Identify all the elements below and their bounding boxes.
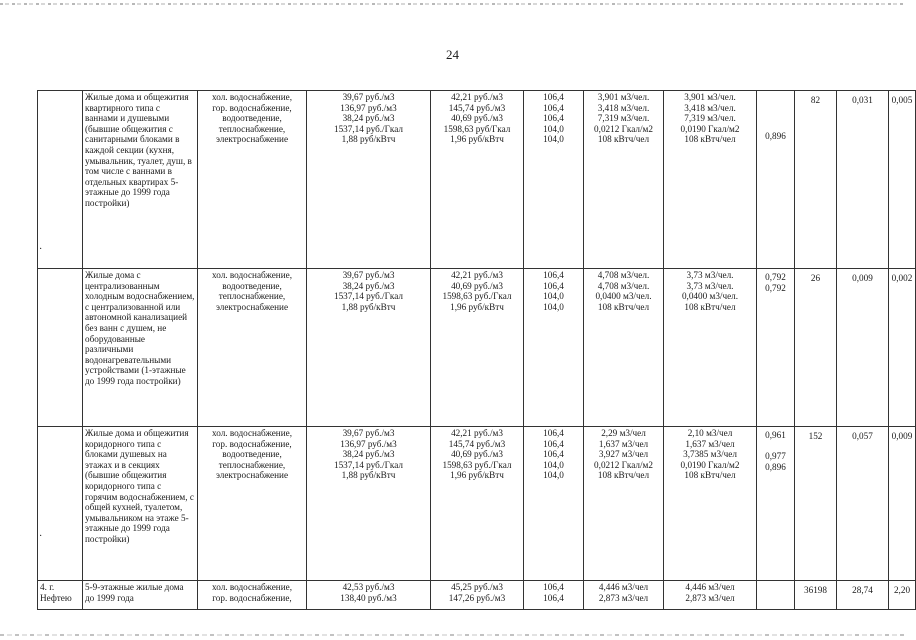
cell-line: 7,319 м3/чел. — [597, 113, 650, 124]
norm-new-cell — [664, 427, 757, 581]
cell-line: 7,319 м3/чел. — [684, 113, 736, 124]
cell-line: 136,97 руб./м3 — [340, 102, 397, 113]
norm-new-cell — [664, 91, 757, 269]
services-cell — [198, 91, 307, 269]
cell-line: 106,4 — [543, 113, 564, 124]
cell-line: теплоснабжение, — [218, 123, 286, 134]
row-number-cell — [38, 269, 83, 427]
cell-line: теплоснабжение, — [218, 291, 286, 302]
cell-line: 4,708 м3/чел. — [597, 280, 650, 291]
count-cell: 36198 — [795, 581, 837, 610]
cell-line: 2,10 м3/чел — [687, 428, 733, 438]
cell-line: 39,67 руб./м3 — [342, 92, 395, 102]
cell-line: 106,4 — [543, 102, 564, 113]
cell-line: 1537,14 руб./Гкал — [333, 291, 403, 302]
cell-line: 104,0 — [543, 134, 564, 145]
cell-line: 1,96 руб/кВтч — [450, 134, 504, 145]
cell-line: 147,26 руб./м3 — [448, 592, 506, 603]
cell-line: 1,637 м3/чел — [685, 438, 735, 449]
cell-line: 104,0 — [543, 291, 564, 302]
cell-line: 1537,14 руб./Гкал — [333, 459, 403, 470]
table-row — [38, 581, 916, 610]
cell-line: 1,88 руб/кВтч — [341, 470, 396, 481]
count-cell: 152 — [795, 427, 837, 581]
cell-line: 108 кВтч/чел — [684, 134, 736, 145]
cell-line: 1,96 руб/кВтч — [450, 301, 504, 312]
cell-line: 0,0190 Гкал/м2 — [680, 123, 740, 134]
cell-line: гор. водоснабжение, — [212, 592, 292, 603]
cell-line: 39,67 руб./м3 — [342, 270, 395, 280]
count-cell: 26 — [795, 269, 837, 427]
cell-line: 3,73 м3/чел. — [686, 270, 734, 280]
cell-line: 104,0 — [543, 123, 564, 134]
norm-current-cell — [584, 427, 664, 581]
tariff-2019-cell — [307, 269, 431, 427]
cell-line: 106,4 — [543, 438, 564, 449]
coefficient-cell: 0,896 — [757, 91, 795, 269]
tariff-table-body — [38, 91, 916, 610]
cell-line: 4,446 м3/чел — [685, 582, 735, 592]
cell-line: 0,0400 м3/чел. — [681, 291, 739, 302]
cell-line: гор. водоснабжение, — [212, 438, 292, 449]
cell-line: 42,21 руб./м3 — [451, 92, 503, 102]
cell-line: 138,40 руб./м3 — [340, 592, 397, 603]
cell-line: 38,24 руб./м3 — [342, 449, 395, 460]
cell-line: 3,7385 м3/чел — [683, 449, 737, 460]
margin-dot: · — [39, 244, 43, 255]
cell-line: 145,74 руб./м3 — [448, 102, 506, 113]
table-row — [38, 427, 916, 581]
cell-line: 4,446 м3/чел — [598, 582, 649, 592]
building-type-cell: Жилые дома и общежития квартирного типа с ваннами и душевыми (бывшие общежития с санитарными блоками в каждой секции (кухня, умывальник, туалет, душ, в том числе с ваннами в отдельных квартирах 5-этажные до 1999 года постройки) — [83, 91, 198, 269]
cell-line: 0,0212 Гкал/м2 — [594, 123, 653, 134]
cell-line: 0,0212 Гкал/м2 — [594, 459, 653, 470]
cell-line: электроснабжение — [215, 301, 289, 312]
cell-line: 1,88 руб/кВтч — [341, 301, 396, 312]
cell-line: 108 кВтч/чел — [684, 470, 736, 481]
cell-line: 39,67 руб./м3 — [342, 428, 395, 438]
cell-line: 45,25 руб./м3 — [451, 582, 503, 592]
cell-line: 104,0 — [543, 301, 564, 312]
row-number-cell — [38, 91, 83, 269]
cell-line: 136,97 руб./м3 — [340, 438, 397, 449]
index-cell — [524, 269, 584, 427]
index-cell — [524, 427, 584, 581]
value2-cell: 0,009 — [889, 427, 916, 581]
cell-line: 1598,63 руб/Гкал — [443, 123, 511, 134]
cell-line: 108 кВтч/чел — [684, 301, 736, 312]
tariff-table — [37, 90, 916, 610]
cell-line: 4,708 м3/чел. — [597, 270, 650, 280]
cell-line: 38,24 руб./м3 — [342, 280, 395, 291]
cell-line: 1598,63 руб./Гкал — [442, 291, 512, 302]
cell-line: хол. водоснабжение, — [211, 92, 293, 102]
cell-line: теплоснабжение, — [218, 459, 286, 470]
tariff-2020-cell — [431, 269, 524, 427]
cell-line: 108 кВтч/чел — [597, 301, 650, 312]
margin-dot: · — [39, 531, 43, 542]
scan-artifact-top — [0, 3, 905, 5]
building-type-cell: Жилые дома и общежития коридорного типа с блоками душевых на этажах и в секциях (бывшие общежития коридорного типа с горячим водоснабжением, с общей кухней, туалетом, умывальником на этаже 5-этажные до 1999 года постройки) — [83, 427, 198, 581]
cell-line: гор. водоснабжение, — [212, 102, 292, 113]
cell-line: 108 кВтч/чел — [597, 470, 650, 481]
services-cell — [198, 427, 307, 581]
cell-line: 3,73 м3/чел. — [686, 280, 734, 291]
cell-line: водоотведение, — [222, 280, 282, 291]
scan-artifact-bottom — [0, 634, 905, 636]
cell-line: 3,418 м3/чел. — [597, 102, 650, 113]
coefficient-cell — [757, 581, 795, 610]
cell-line: 2,29 м3/чел — [601, 428, 646, 438]
count-cell: 82 — [795, 91, 837, 269]
tariff-2020-cell — [431, 581, 524, 610]
row-number-cell: 4. г. Нефтею — [38, 581, 83, 610]
value2-cell: 0,002 — [889, 269, 916, 427]
cell-line: электроснабжение — [215, 134, 289, 145]
tariff-2020-cell — [431, 427, 524, 581]
cell-line: хол. водоснабжение, — [211, 428, 293, 438]
cell-line: 0,0190 Гкал/м2 — [680, 459, 740, 470]
cell-line: 106,4 — [543, 92, 564, 102]
cell-line: 42,21 руб./м3 — [451, 270, 503, 280]
value1-cell: 0,009 — [837, 269, 889, 427]
cell-line: 104,0 — [543, 459, 564, 470]
cell-line: 3,927 м3/чел — [598, 449, 649, 460]
table-row — [38, 269, 916, 427]
cell-line: 2,873 м3/чел — [685, 592, 735, 603]
cell-line: 106,4 — [543, 582, 564, 592]
table-row — [38, 91, 916, 269]
cell-line: 1598,63 руб./Гкал — [442, 459, 512, 470]
cell-line: хол. водоснабжение, — [211, 582, 293, 592]
cell-line: 40,69 руб./м3 — [451, 280, 503, 291]
cell-line: водоотведение, — [222, 449, 282, 460]
cell-line: 108 кВтч/чел — [597, 134, 650, 145]
value1-cell: 0,057 — [837, 427, 889, 581]
cell-line: 3,418 м3/чел. — [684, 102, 736, 113]
cell-line: 106,4 — [543, 449, 564, 460]
cell-line: 1,88 руб/кВтч — [341, 134, 396, 145]
norm-current-cell — [584, 269, 664, 427]
cell-line: 1537,14 руб./Гкал — [333, 123, 403, 134]
value2-cell: 0,005 — [889, 91, 916, 269]
cell-line: 106,4 — [543, 280, 564, 291]
cell-line: 145,74 руб./м3 — [448, 438, 506, 449]
cell-line: 1,637 м3/чел — [598, 438, 649, 449]
building-type-cell: Жилые дома с централизованным холодным водоснабжением, с централизованной или автономной канализацией без ванн с душем, не оборудованные различными водонагревательными устройствами (1-этажные до 1999 года постройки) — [83, 269, 198, 427]
tariff-2020-cell — [431, 91, 524, 269]
cell-line: водоотведение, — [222, 113, 282, 124]
cell-line: 40,69 руб./м3 — [451, 113, 503, 124]
tariff-2019-cell — [307, 427, 431, 581]
page-number: 24 — [446, 47, 459, 62]
tariff-2019-cell — [307, 581, 431, 610]
cell-line: 0,0400 м3/чел. — [595, 291, 652, 302]
cell-line: хол. водоснабжение, — [211, 270, 293, 280]
tariff-2019-cell — [307, 91, 431, 269]
norm-new-cell — [664, 269, 757, 427]
cell-line: 3,901 м3/чел. — [684, 92, 736, 102]
cell-line: 106,4 — [543, 270, 564, 280]
norm-current-cell — [584, 91, 664, 269]
row-number-cell — [38, 427, 83, 581]
value1-cell: 28,74 — [837, 581, 889, 610]
cell-line: 106,4 — [543, 428, 564, 438]
services-cell — [198, 581, 307, 610]
cell-line: 104,0 — [543, 470, 564, 481]
cell-line: 40,69 руб./м3 — [451, 449, 503, 460]
building-type-cell: 5-9-этажные жилые дома до 1999 года — [83, 581, 198, 610]
index-cell — [524, 91, 584, 269]
cell-line: 3,901 м3/чел. — [597, 92, 650, 102]
coefficient-cell: 0,961 0,977 0,896 — [757, 427, 795, 581]
index-cell — [524, 581, 584, 610]
cell-line: 42,53 руб./м3 — [342, 582, 395, 592]
norm-current-cell — [584, 581, 664, 610]
cell-line: 2,873 м3/чел — [598, 592, 649, 603]
cell-line: 106,4 — [543, 592, 564, 603]
coefficient-cell: 0,792 0,792 — [757, 269, 795, 427]
norm-new-cell — [664, 581, 757, 610]
cell-line: 42,21 руб./м3 — [451, 428, 503, 438]
cell-line: электроснабжение — [215, 470, 289, 481]
cell-line: 38,24 руб./м3 — [342, 113, 395, 124]
value1-cell: 0,031 — [837, 91, 889, 269]
services-cell — [198, 269, 307, 427]
value2-cell: 2,20 — [889, 581, 916, 610]
cell-line: 1,96 руб/кВтч — [450, 470, 504, 481]
